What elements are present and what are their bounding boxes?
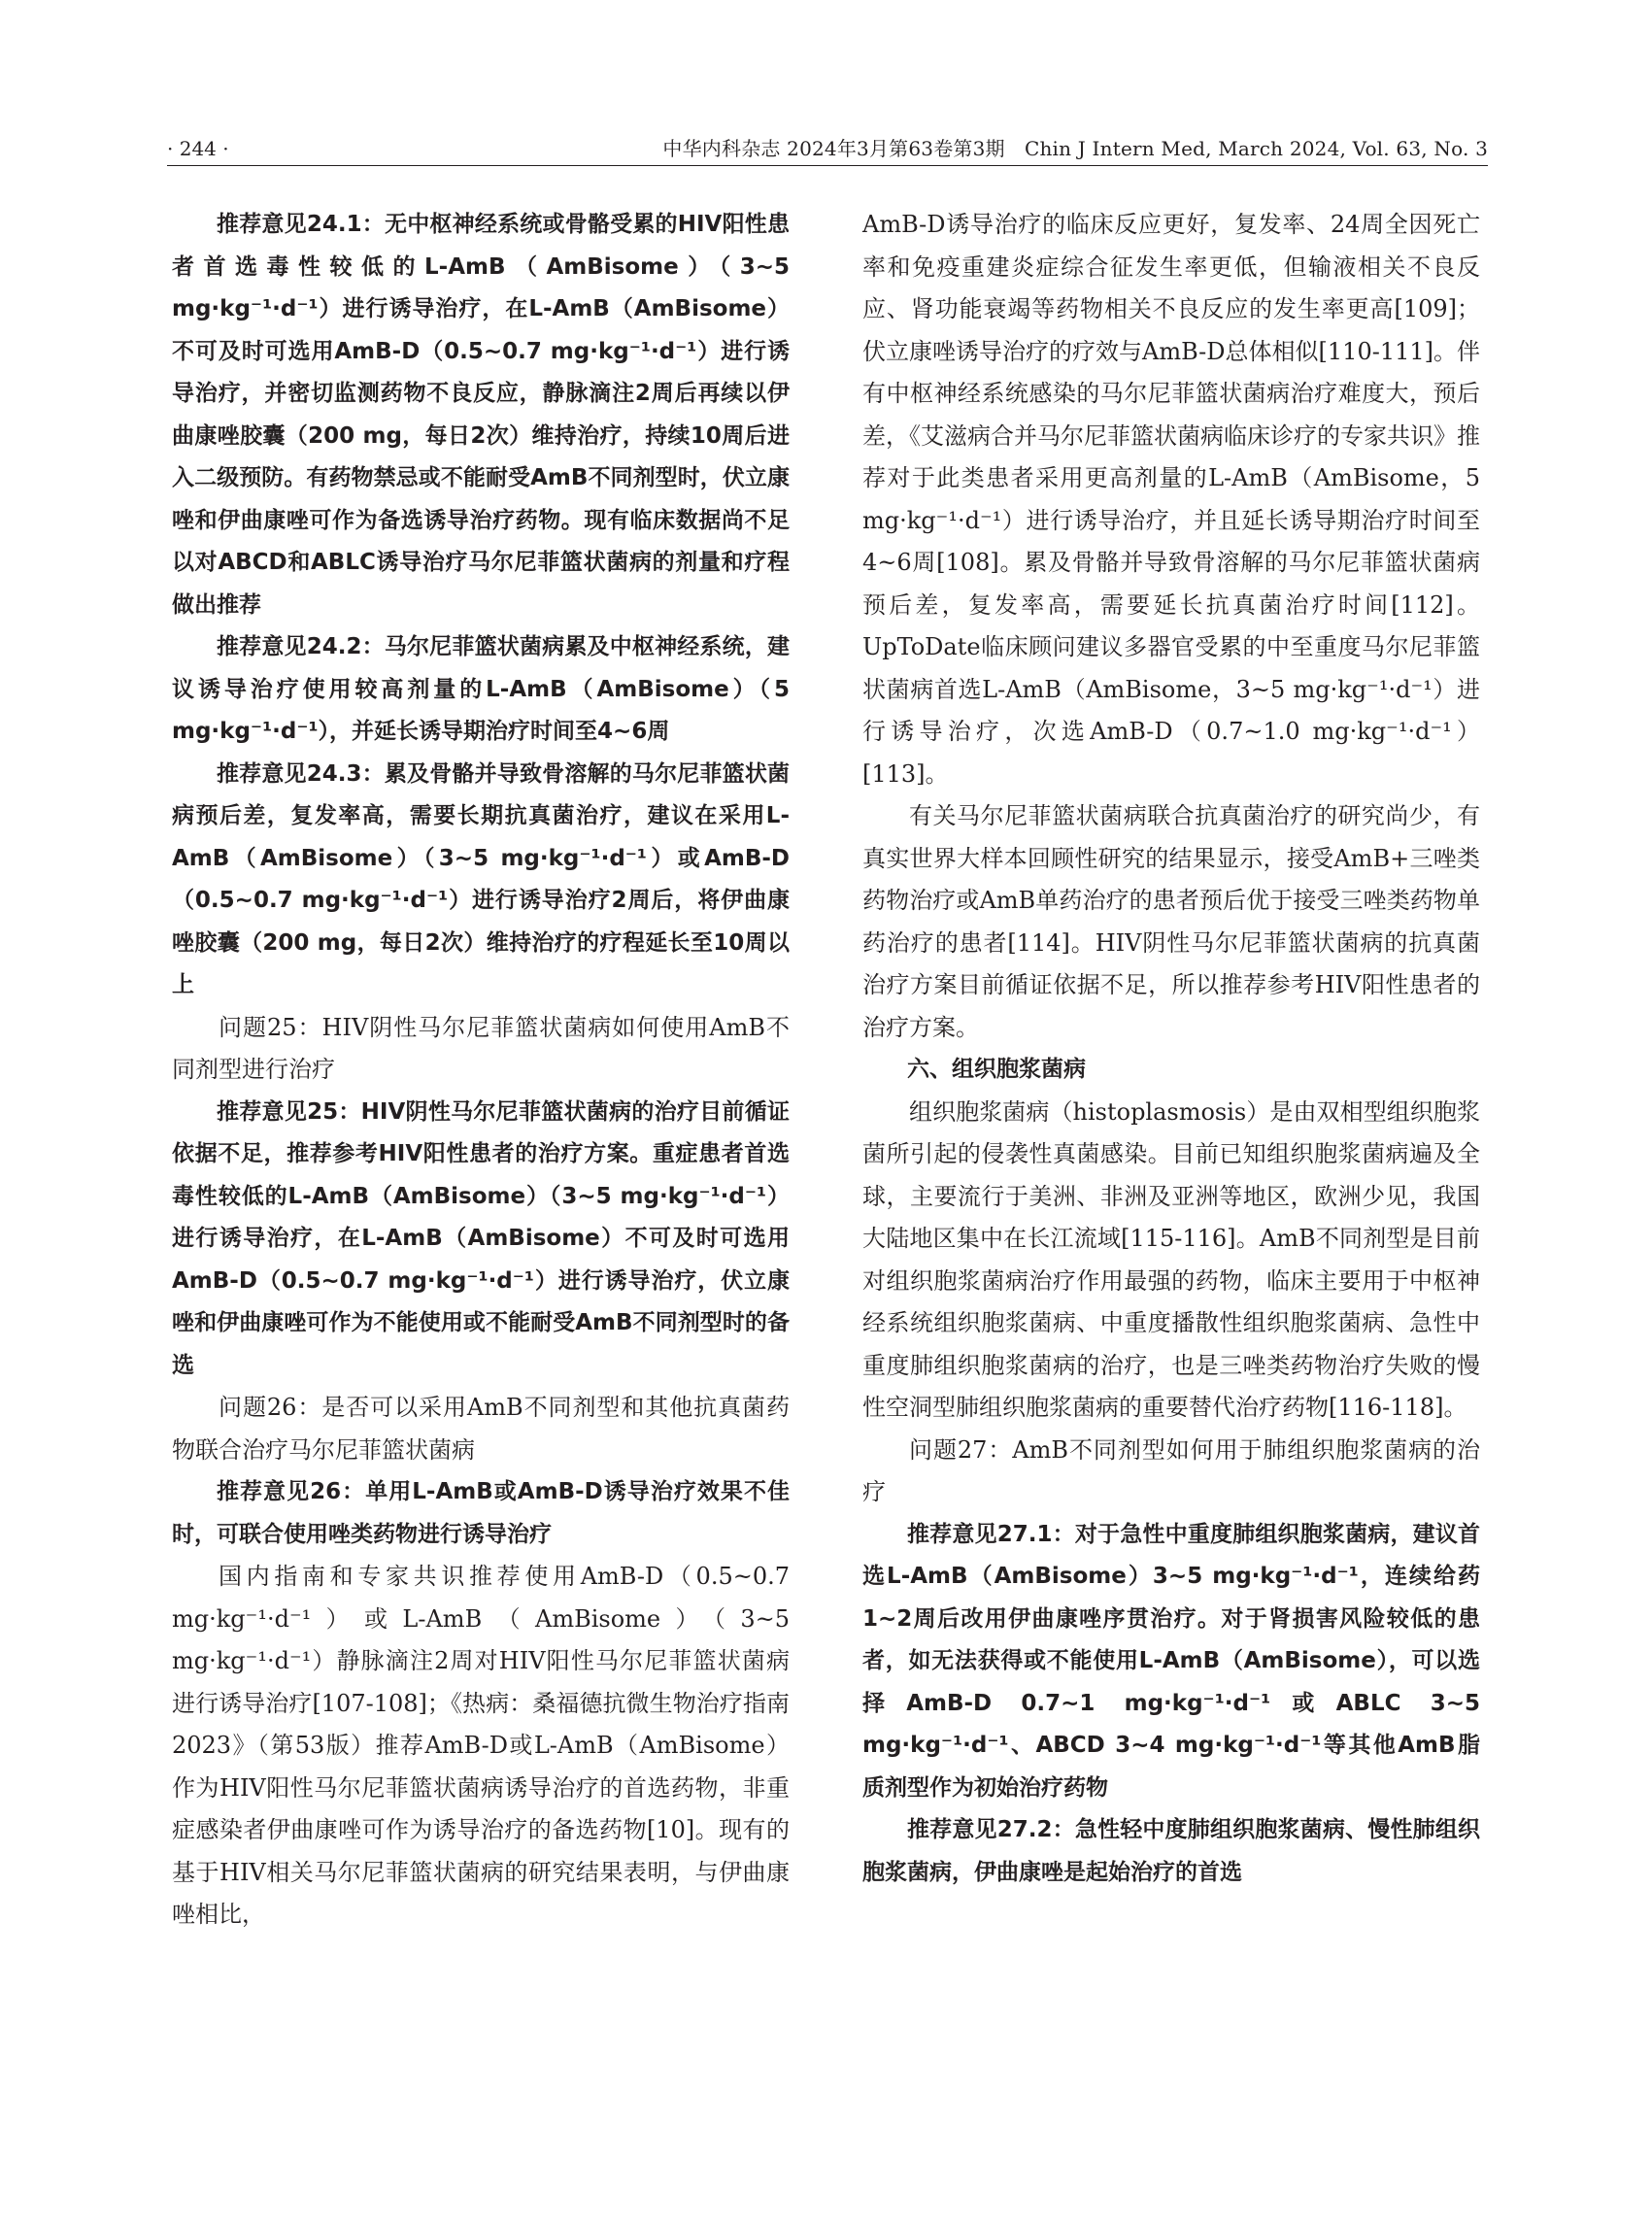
- recommendation-26: 推荐意见26：单用L-AmB或AmB-D诱导治疗效果不佳时，可联合使用唑类药物进行诱导治疗: [172, 1479, 790, 1547]
- recommendation-24-2: 推荐意见24.2：马尔尼菲篮状菌病累及中枢神经系统，建议诱导治疗使用较高剂量的L-AmB（AmBisome）（5 mg·kg⁻¹·d⁻¹），并延长诱导期治疗时间至4~6周: [172, 634, 790, 744]
- journal-citation: 中华内科杂志 2024年3月第63卷第3期 Chin J Intern Med, March 2024, Vol. 63, No. 3: [662, 137, 1488, 160]
- left-column: [172, 204, 790, 1937]
- body-paragraph: 国内指南和专家共识推荐使用AmB-D（0.5~0.7 mg·kg⁻¹·d⁻¹）或L-AmB（AmBisome）（3~5 mg·kg⁻¹·d⁻¹）静脉滴注2周对HIV阳性马尔尼菲篮状菌病进行诱导治疗[107-108]；《热病：桑福德抗微生物治疗指南2023》（第53版）推荐AmB-D或L-AmB（AmBisome）作为HIV阳性马尔尼菲篮状菌病诱导治疗的首选药物，非重症感染者伊曲康唑可作为诱导治疗的备选药物[10]。现有的基于HIV相关马尔尼菲篮状菌病的研究结果表明，与伊曲康唑相比，: [172, 1563, 790, 1928]
- body-paragraph: 有关马尔尼菲篮状菌病联合抗真菌治疗的研究尚少，有真实世界大样本回顾性研究的结果显示，接受AmB+三唑类药物治疗或AmB单药治疗的患者预后优于接受三唑类药物单药治疗的患者[114]。HIV阴性马尔尼菲篮状菌病的抗真菌治疗方案目前循证依据不足，所以推荐参考HIV阳性患者的治疗方案。: [862, 802, 1480, 1041]
- section-heading-histoplasmosis: 六、组织胞浆菌病: [907, 1057, 1086, 1082]
- recommendation-27-2: 推荐意见27.2：急性轻中度肺组织胞浆菌病、慢性肺组织胞浆菌病，伊曲康唑是起始治疗的首选: [862, 1817, 1480, 1885]
- recommendation-27-1: 推荐意见27.1：对于急性中重度肺组织胞浆菌病，建议首选L-AmB（AmBisome）3~5 mg·kg⁻¹·d⁻¹，连续给药1~2周后改用伊曲康唑序贯治疗。对于肾损害风险较低的患者，如无法获得或不能使用L-AmB（AmBisome），可以选择AmB-D 0.7~1 mg·kg⁻¹·d⁻¹或ABLC 3~5 mg·kg⁻¹·d⁻¹、ABCD 3~4 mg·kg⁻¹·d⁻¹等其他AmB脂质剂型作为初始治疗药物: [862, 1521, 1480, 1801]
- body-paragraph-continued: AmB-D诱导治疗的临床反应更好，复发率、24周全因死亡率和免疫重建炎症综合征发生率更低，但输液相关不良反应、肾功能衰竭等药物相关不良反应的发生率更高[109]；伏立康唑诱导治疗的疗效与AmB-D总体相似[110-111]。伴有中枢神经系统感染的马尔尼菲篮状菌病治疗难度大，预后差，《艾滋病合并马尔尼菲篮状菌病临床诊疗的专家共识》推荐对于此类患者采用更高剂量的L-AmB（AmBisome，5 mg·kg⁻¹·d⁻¹）进行诱导治疗，并且延长诱导期治疗时间至4~6周[108]。累及骨骼并导致骨溶解的马尔尼菲篮状菌病预后差，复发率高，需要延长抗真菌治疗时间[112]。UpToDate临床顾问建议多器官受累的中至重度马尔尼菲篮状菌病首选L-AmB（AmBisome，3~5 mg·kg⁻¹·d⁻¹）进行诱导治疗，次选AmB-D（0.7~1.0 mg·kg⁻¹·d⁻¹）[113]。: [862, 211, 1480, 788]
- question-27: 问题27：AmB不同剂型如何用于肺组织胞浆菌病的治疗: [862, 1435, 1480, 1505]
- running-header: [167, 132, 1488, 166]
- recommendation-24-3: 推荐意见24.3：累及骨骼并导致骨溶解的马尔尼菲篮状菌病预后差，复发率高，需要长期抗真菌治疗，建议在采用L-AmB（AmBisome）（3~5 mg·kg⁻¹·d⁻¹）或AmB-D（0.5~0.7 mg·kg⁻¹·d⁻¹）进行诱导治疗2周后，将伊曲康唑胶囊（200 mg，每日2次）维持治疗的疗程延长至10周以上: [172, 760, 790, 997]
- body-paragraph: 组织胞浆菌病（histoplasmosis）是由双相型组织胞浆菌所引起的侵袭性真菌感染。目前已知组织胞浆菌病遍及全球，主要流行于美洲、非洲及亚洲等地区，欧洲少见，我国大陆地区集中在长江流域[115-116]。AmB不同剂型是目前对组织胞浆菌病治疗作用最强的药物，临床主要用于中枢神经系统组织胞浆菌病、中重度播散性组织胞浆菌病、急性中重度肺组织胞浆菌病的治疗，也是三唑类药物治疗失败的慢性空洞型肺组织胞浆菌病的重要替代治疗药物[116-118]。: [862, 1097, 1480, 1421]
- recommendation-24-1: 推荐意见24.1：无中枢神经系统或骨骼受累的HIV阳性患者首选毒性较低的L-AmB（AmBisome）（3~5 mg·kg⁻¹·d⁻¹）进行诱导治疗，在L-AmB（AmBisome）不可及时可选用AmB-D（0.5~0.7 mg·kg⁻¹·d⁻¹）进行诱导治疗，并密切监测药物不良反应，静脉滴注2周后再续以伊曲康唑胶囊（200 mg，每日2次）维持治疗，持续10周后进入二级预防。有药物禁忌或不能耐受AmB不同剂型时，伏立康唑和伊曲康唑可作为备选诱导治疗药物。现有临床数据尚不足以对ABCD和ABLC诱导治疗马尔尼菲篮状菌病的剂量和疗程做出推荐: [172, 212, 790, 618]
- page-number: · 244 ·: [167, 137, 229, 160]
- right-column: [862, 204, 1480, 1894]
- question-25: 问题25：HIV阴性马尔尼菲篮状菌病如何使用AmB不同剂型进行治疗: [172, 1013, 790, 1083]
- recommendation-25: 推荐意见25：HIV阴性马尔尼菲篮状菌病的治疗目前循证依据不足，推荐参考HIV阳性患者的治疗方案。重症患者首选毒性较低的L-AmB（AmBisome）（3~5 mg·kg⁻¹·d⁻¹）进行诱导治疗，在L-AmB（AmBisome）不可及时可选用AmB-D（0.5~0.7 mg·kg⁻¹·d⁻¹）进行诱导治疗，伏立康唑和伊曲康唑可作为不能使用或不能耐受AmB不同剂型时的备选: [172, 1098, 790, 1378]
- question-26: 问题26：是否可以采用AmB不同剂型和其他抗真菌药物联合治疗马尔尼菲篮状菌病: [172, 1394, 790, 1464]
